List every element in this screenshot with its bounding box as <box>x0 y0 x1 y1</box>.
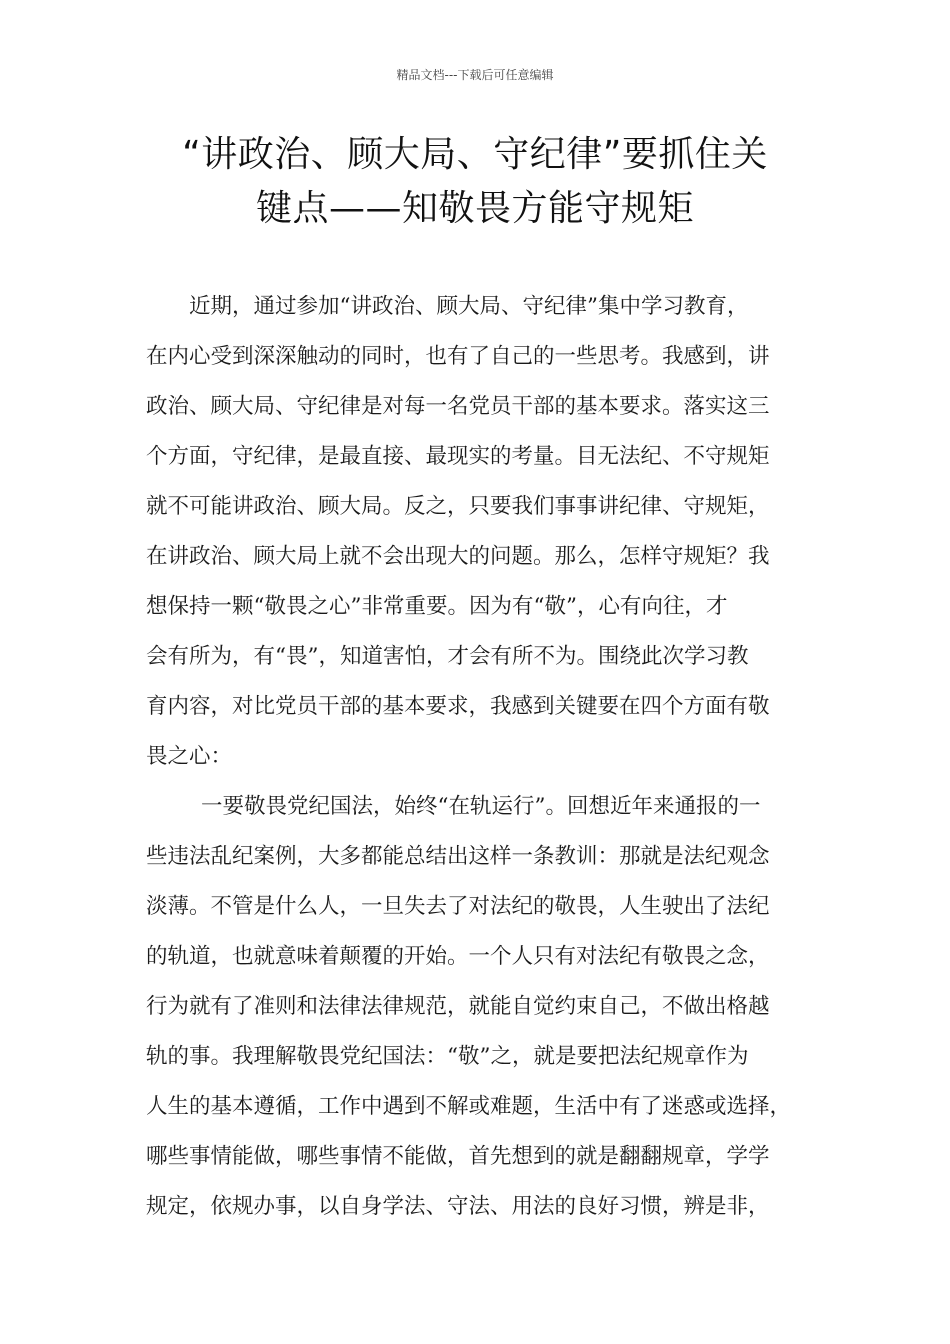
title-line-2: 键点——知敬畏方能守规矩 <box>255 188 694 229</box>
text-line: 会有所为，有“畏”，知道害怕，才会有所不为。围绕此次学习教 <box>146 644 749 669</box>
text-line: 育内容，对比党员干部的基本要求，我感到关键要在四个方面有敬 <box>146 694 770 719</box>
text-line: 的轨道，也就意味着颠覆的开始。一个人只有对法纪有敬畏之念， <box>146 944 770 969</box>
text-line: 在讲政治、顾大局上就不会出现大的问题。那么，怎样守规矩？我 <box>146 544 770 569</box>
text-line: 政治、顾大局、守纪律是对每一名党员干部的基本要求。落实这三 <box>146 394 770 419</box>
text-line: 个方面，守纪律，是最直接、最现实的考量。目无法纪、不守规矩 <box>146 444 770 469</box>
text-line: 畏之心： <box>146 744 233 769</box>
text-line: 人生的基本遵循，工作中遇到不解或难题，生活中有了迷惑或选择， <box>146 1094 792 1119</box>
body-text <box>146 282 826 1232</box>
text-line: 想保持一颗“敬畏之心”非常重要。因为有“敬”，心有向往，才 <box>146 594 728 619</box>
text-line: 淡薄。不管是什么人，一旦失去了对法纪的敬畏，人生驶出了法纪 <box>146 894 770 919</box>
title-line-1: “讲政治、顾大局、守纪律”要抓住关 <box>182 134 768 175</box>
text-line: 近期，通过参加“讲政治、顾大局、守纪律”集中学习教育， <box>189 294 749 319</box>
header-note: 精品文档---下载后可任意编辑 <box>396 68 554 82</box>
text-line: 些违法乱纪案例，大多都能总结出这样一条教训：那就是法纪观念 <box>146 844 770 869</box>
document-title <box>100 128 850 236</box>
text-line: 轨的事。我理解敬畏党纪国法：“敬”之，就是要把法纪规章作为 <box>146 1044 749 1069</box>
text-line: 行为就有了准则和法律法律规范，就能自觉约束自己，不做出格越 <box>146 994 770 1019</box>
text-line: 哪些事情能做，哪些事情不能做，首先想到的就是翻翻规章，学学 <box>146 1144 770 1169</box>
text-line: 就不可能讲政治、顾大局。反之，只要我们事事讲纪律、守规矩， <box>146 494 770 519</box>
text-line: 在内心受到深深触动的同时，也有了自己的一些思考。我感到，讲 <box>146 344 770 369</box>
text-line: 一要敬畏党纪国法，始终“在轨运行”。回想近年来通报的一 <box>201 794 761 819</box>
text-line: 规定，依规办事，以自身学法、守法、用法的良好习惯，辨是非， <box>146 1194 770 1219</box>
